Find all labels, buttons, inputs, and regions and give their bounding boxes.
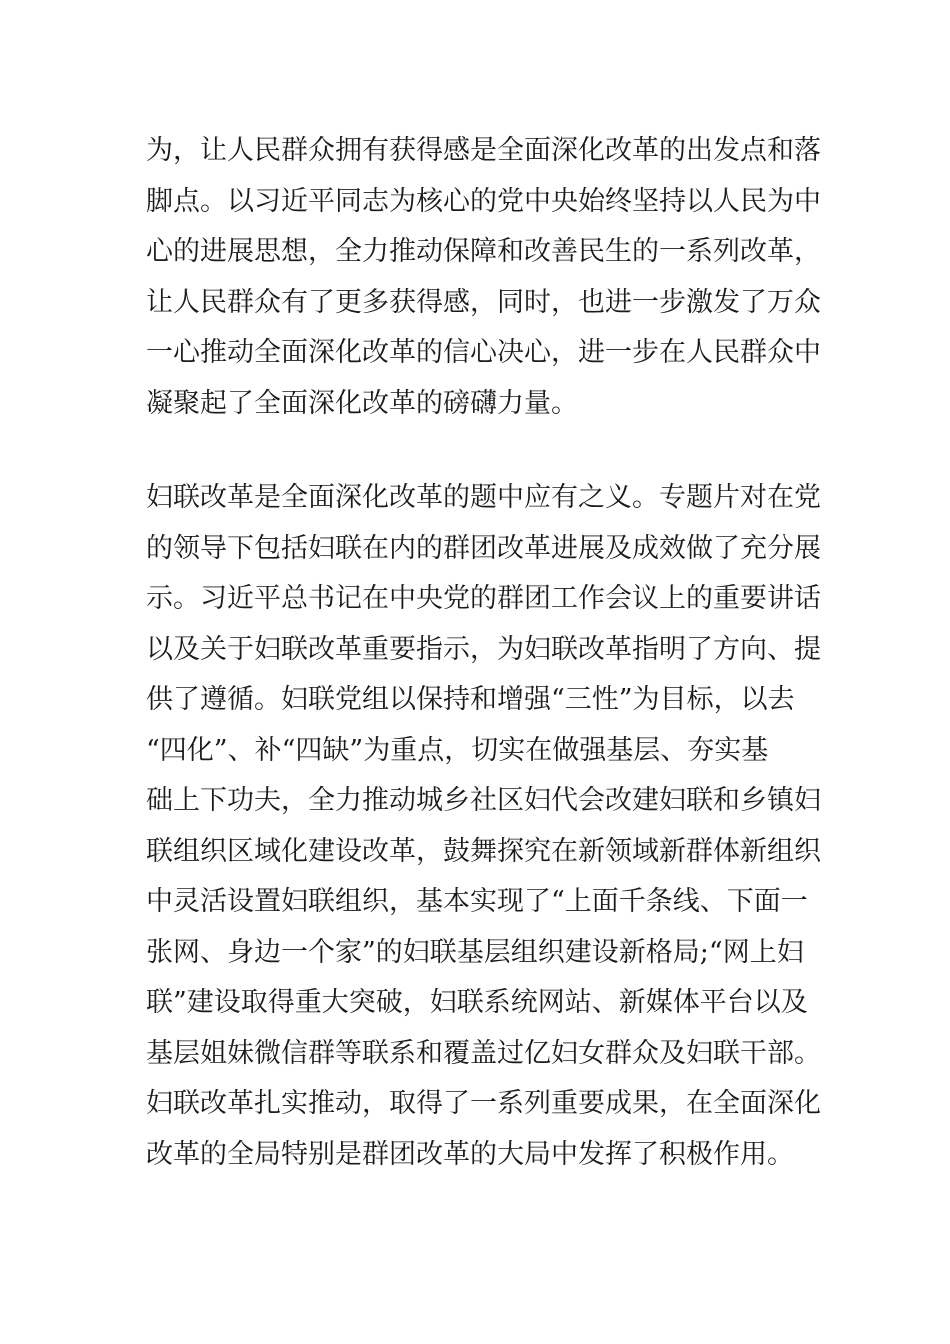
text-line: 示。习近平总书记在中央党的群团工作会议上的重要讲话 bbox=[146, 583, 821, 614]
text-line: 让人民群众有了更多获得感，同时，也进一步激发了万众 bbox=[146, 286, 821, 318]
text-line: 基层姐妹微信群等联系和覆盖过亿妇女群众及妇联干部。 bbox=[146, 1037, 821, 1069]
text-line: 脚点。以习近平同志为核心的党中央始终坚持以人民为中 bbox=[146, 185, 821, 217]
paragraph-1 bbox=[146, 126, 826, 429]
text-line: 联组织区域化建设改革，鼓舞探究在新领域新群体新组织 bbox=[146, 835, 821, 867]
text-line: 凝聚起了全面深化改革的磅礴力量。 bbox=[146, 387, 578, 419]
text-line: 中灵活设置妇联组织，基本实现了“上面千条线、下面一 bbox=[146, 886, 808, 917]
text-line: 张网、身边一个家”的妇联基层组织建设新格局;“网上妇 bbox=[146, 936, 804, 968]
text-line: 心的进展思想，全力推动保障和改善民生的一系列改革， bbox=[146, 236, 821, 267]
text-line: 一心推动全面深化改革的信心决心，进一步在人民群众中 bbox=[146, 337, 821, 368]
text-line: 以及关于妇联改革重要指示，为妇联改革指明了方向、提 bbox=[146, 633, 821, 665]
text-line: 的领导下包括妇联在内的群团改革进展及成效做了充分展 bbox=[146, 532, 821, 564]
text-line: 为，让人民群众拥有获得感是全面深化改革的出发点和落 bbox=[146, 135, 821, 166]
text-line: 联”建设取得重大突破，妇联系统网站、新媒体平台以及 bbox=[146, 987, 808, 1018]
text-line: 改革的全局特别是群团改革的大局中发挥了积极作用。 bbox=[146, 1138, 794, 1170]
text-line: 础上下功夫，全力推动城乡社区妇代会改建妇联和乡镇妇 bbox=[146, 785, 821, 816]
paragraph-2 bbox=[146, 473, 826, 1180]
text-line: “四化”、补“四缺”为重点，切实在做强基层、夯实基 bbox=[146, 734, 769, 766]
text-line: 供了遵循。妇联党组以保持和增强“三性”为目标，以去 bbox=[146, 684, 795, 715]
text-line: 妇联改革扎实推动，取得了一系列重要成果，在全面深化 bbox=[146, 1088, 821, 1119]
text-line: 妇联改革是全面深化改革的题中应有之义。专题片对在党 bbox=[146, 482, 821, 513]
